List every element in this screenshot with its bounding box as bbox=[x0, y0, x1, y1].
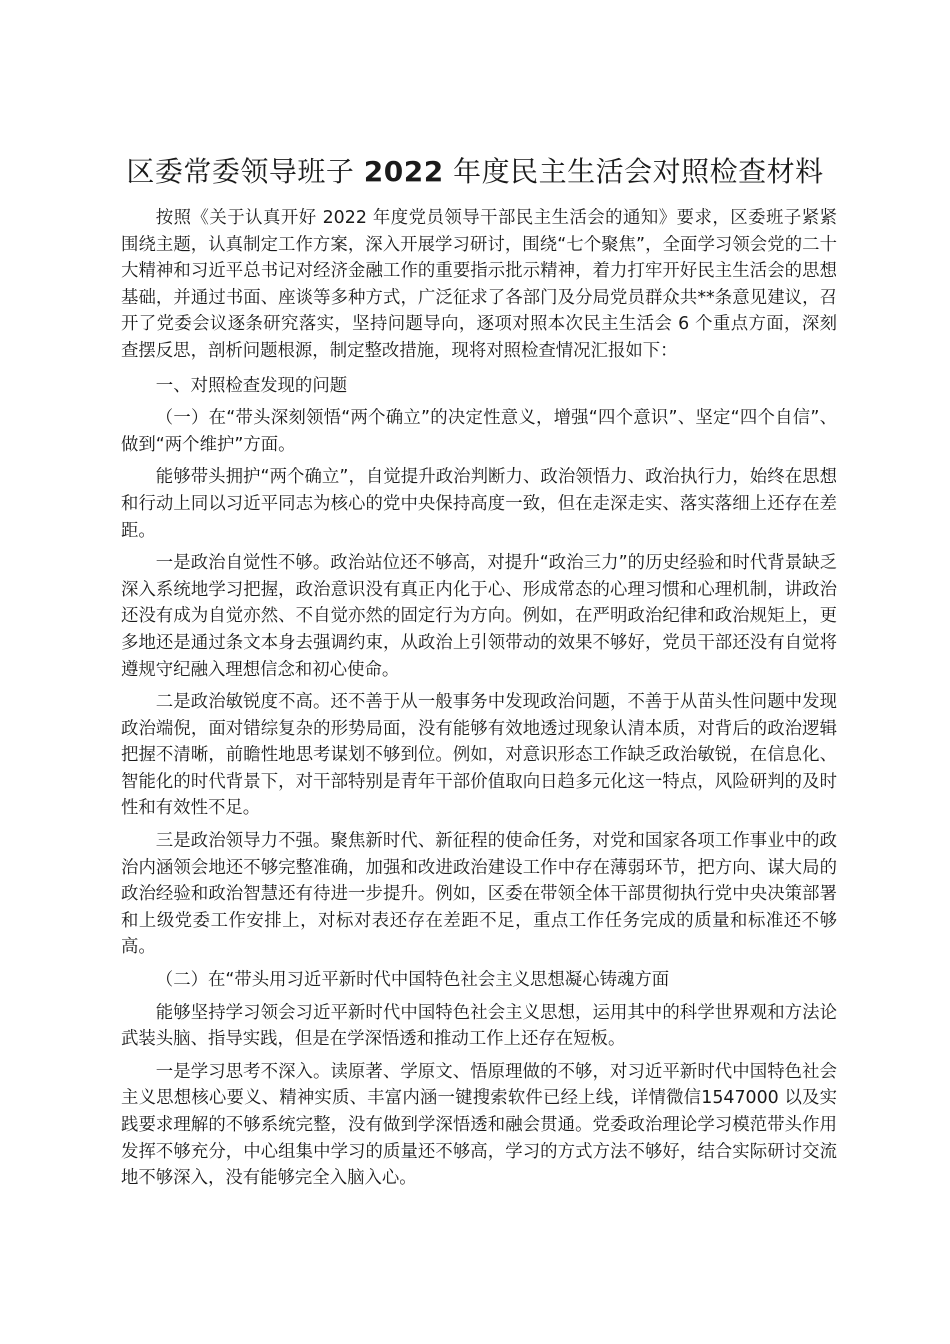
body-paragraph: 能够坚持学习领会习近平新时代中国特色社会主义思想，运用其中的科学世界观和方法论武装头脑、指导实践，但是在学深悟透和推动工作上还存在短板。 bbox=[121, 1002, 837, 1050]
body-paragraph: 二是政治敏锐度不高。还不善于从一般事务中发现政治问题，不善于从苗头性问题中发现政治端倪，面对错综复杂的形势局面，没有能够有效地透过现象认清本质，对背后的政治逻辑把握不清晰，前瞻性地思考谋划不够到位。例如，对意识形态工作缺乏政治敏锐，在信息化、智能化的时代背景下，对干部特别是青年干部价值取向日趋多元化这一特点，风险研判的及时性和有效性不足。 bbox=[121, 692, 837, 819]
subsection-heading: （二）在“带头用习近平新时代中国特色社会主义思想凝心铸魂方面 bbox=[155, 970, 670, 991]
section-heading: 一、对照检查发现的问题 bbox=[155, 375, 348, 396]
body-paragraph: 三是政治领导力不强。聚焦新时代、新征程的使命任务，对党和国家各项工作事业中的政治内涵领会地还不够完整准确，加强和改进政治建设工作中存在薄弱环节，把方向、谋大局的政治经验和政治智慧还有待进一步提升。例如，区委在带领全体干部贯彻执行党中央决策部署和上级党委工作安排上，对标对表还存在差距不足，重点工作任务完成的质量和标准还不够高。 bbox=[121, 831, 837, 958]
body-paragraph: 一是学习思考不深入。读原著、学原文、悟原理做的不够，对习近平新时代中国特色社会主义思想核心要义、精神实质、丰富内涵一键搜索软件已经上线，详情微信1547000 以及实践要求理解的不够系统完整，没有做到学深悟透和融会贯通。党委政治理论学习模范带头作用发挥不够充分，中心组集中学习的质量还不够高，学习的方式方法不够好，结合实际研讨交流地不够深入，没有能够完全入脑入心。 bbox=[121, 1061, 837, 1189]
title-year: 2022 bbox=[363, 155, 444, 188]
intro-paragraph: 按照《关于认真开好 2022 年度党员领导干部民主生活会的通知》要求，区委班子紧紧围绕主题，认真制定工作方案，深入开展学习研讨，围绕“七个聚焦”，全面学习领会党的二十大精神和习近平总书记对经济金融工作的重要指示批示精神，着力打牢开好民主生活会的思想基础，并通过书面、座谈等多种方式，广泛征求了各部门及分局党员群众共**条意见建议，召开了党委会议逐条研究落实，坚持问题导向，逐项对照本次民主生活会 6 个重点方面，深刻查摆反思，剖析问题根源，制定整改措施，现将对照检查情况汇报如下： bbox=[121, 208, 837, 361]
document-body bbox=[121, 205, 837, 1198]
body-paragraph: 能够带头拥护“两个确立”，自觉提升政治判断力、政治领悟力、政治执行力，始终在思想和行动上同以习近平同志为核心的党中央保持高度一致，但在走深走实、落实落细上还存在差距。 bbox=[121, 467, 837, 541]
body-paragraph: 一是政治自觉性不够。政治站位还不够高，对提升“政治三力”的历史经验和时代背景缺乏深入系统地学习把握，政治意识没有真正内化于心、形成常态的心理习惯和心理机制，讲政治还没有成为自觉亦然、不自觉亦然的固定行为方向。例如，在严明政治纪律和政治规矩上，更多地还是通过条文本身去强调约束，从政治上引领带动的效果不够好，党员干部还没有自觉将遵规守纪融入理想信念和初心使命。 bbox=[121, 553, 837, 680]
document-title bbox=[0, 152, 950, 192]
title-prefix: 区委常委领导班子 bbox=[126, 155, 355, 188]
subsection-heading: （一）在“带头深刻领悟“两个确立”的决定性意义，增强“四个意识”、坚定“四个自信”、做到“两个维护”方面。 bbox=[121, 408, 837, 455]
title-suffix: 年度民主生活会对照检查材料 bbox=[453, 155, 824, 188]
